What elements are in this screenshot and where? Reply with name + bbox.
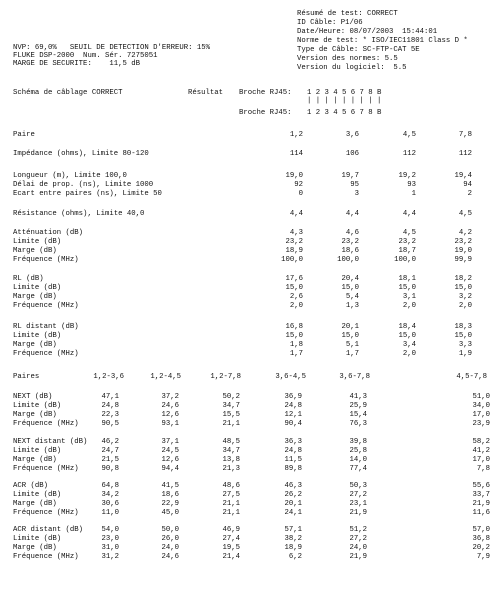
crosstalk-cell: 7,8 — [476, 465, 490, 473]
crosstalk-cell: 12,6 — [161, 456, 179, 464]
crosstalk-cell: 13,8 — [222, 456, 240, 464]
measure-label: Fréquence (MHz) — [13, 302, 79, 310]
measure-cell: 4,4 — [402, 210, 416, 218]
crosstalk-label: Marge (dB) — [13, 544, 57, 552]
measure-cell: 20,1 — [341, 323, 359, 331]
measure-cell: 4,5 — [458, 210, 472, 218]
crosstalk-cell: 77,4 — [349, 465, 367, 473]
measure-cell: 99,9 — [454, 256, 472, 264]
measure-label: Délai de prop. (ns), Limite 1000 — [13, 181, 154, 189]
crosstalk-cell: 27,2 — [349, 535, 367, 543]
measure-cell: 15,0 — [454, 284, 472, 292]
measure-cell: 106 — [345, 150, 359, 158]
crosstalk-cell: 21,1 — [222, 509, 240, 517]
crosstalk-label: NEXT distant (dB) — [13, 438, 88, 446]
measure-label: Limite (dB) — [13, 238, 62, 246]
crosstalk-cell: 21,3 — [222, 465, 240, 473]
pairs-header-cell: 4,5-7,8 — [456, 373, 487, 381]
crosstalk-cell: 41,3 — [349, 393, 367, 401]
measure-cell: 2,0 — [402, 350, 416, 358]
test-datetime: Date/Heure: 08/07/2003 15:44:01 — [297, 28, 438, 36]
cable-id: ID Câble: P1/06 — [297, 19, 363, 27]
measure-cell: 15,0 — [341, 284, 359, 292]
measure-cell: 17,6 — [285, 275, 303, 283]
norms-version: Version des normes: 5.5 — [297, 55, 398, 63]
measure-cell: 5,1 — [345, 341, 359, 349]
crosstalk-cell: 36,3 — [284, 438, 302, 446]
measure-cell: 19,0 — [285, 172, 303, 180]
measure-cell: 2,0 — [402, 302, 416, 310]
measure-cell: 1,8 — [289, 341, 303, 349]
measure-cell: 100,0 — [281, 256, 303, 264]
crosstalk-cell: 22,9 — [161, 500, 179, 508]
crosstalk-cell: 31,0 — [101, 544, 119, 552]
crosstalk-cell: 30,6 — [101, 500, 119, 508]
measure-cell: 4,3 — [289, 229, 303, 237]
crosstalk-cell: 48,6 — [222, 482, 240, 490]
measure-cell: 0 — [298, 190, 303, 198]
crosstalk-cell: 34,7 — [222, 447, 240, 455]
crosstalk-cell: 50,3 — [349, 482, 367, 490]
crosstalk-cell: 47,1 — [101, 393, 119, 401]
crosstalk-label: ACR distant (dB) — [13, 526, 84, 534]
measure-cell: 112 — [458, 150, 472, 158]
measure-cell: 18,7 — [398, 247, 416, 255]
crosstalk-cell: 27,5 — [222, 491, 240, 499]
crosstalk-cell: 24,6 — [161, 402, 179, 410]
measure-cell: 18,9 — [285, 247, 303, 255]
measure-cell: 92 — [294, 181, 303, 189]
crosstalk-cell: 36,8 — [472, 535, 490, 543]
measure-cell: 23,2 — [285, 238, 303, 246]
measure-cell: 19,0 — [454, 247, 472, 255]
measure-label: RL (dB) — [13, 275, 44, 283]
measure-cell: 19,2 — [398, 172, 416, 180]
crosstalk-cell: 24,5 — [161, 447, 179, 455]
measure-label: Limite (dB) — [13, 284, 62, 292]
measure-cell: 100,0 — [337, 256, 359, 264]
crosstalk-cell: 57,1 — [284, 526, 302, 534]
crosstalk-cell: 21,9 — [349, 509, 367, 517]
crosstalk-cell: 33,7 — [472, 491, 490, 499]
crosstalk-cell: 51,2 — [349, 526, 367, 534]
crosstalk-cell: 24,0 — [161, 544, 179, 552]
measure-cell: 3 — [354, 190, 359, 198]
crosstalk-cell: 21,1 — [222, 420, 240, 428]
measure-cell: 18,2 — [454, 275, 472, 283]
measure-label: RL distant (dB) — [13, 323, 79, 331]
wiremap-connection-bars: | | | | | | | | | — [307, 97, 382, 105]
crosstalk-cell: 41,5 — [161, 482, 179, 490]
crosstalk-cell: 21,9 — [472, 500, 490, 508]
crosstalk-cell: 21,4 — [222, 553, 240, 561]
measure-cell: 100,0 — [394, 256, 416, 264]
measure-cell: 15,0 — [285, 284, 303, 292]
crosstalk-cell: 34,2 — [101, 491, 119, 499]
measure-label: Impédance (ohms), Limite 80-120 — [13, 150, 149, 158]
crosstalk-label: Limite (dB) — [13, 402, 62, 410]
measure-cell: 18,3 — [454, 323, 472, 331]
crosstalk-cell: 31,2 — [101, 553, 119, 561]
measure-cell: 23,2 — [398, 238, 416, 246]
measure-cell: 4,4 — [345, 210, 359, 218]
crosstalk-label: Fréquence (MHz) — [13, 465, 79, 473]
pairs-header-cell: 1,2-3,6 — [93, 373, 124, 381]
wiremap-pins-bottom: 1 2 3 4 5 6 7 8 B — [307, 109, 382, 117]
measure-cell: 2,0 — [289, 302, 303, 310]
measure-cell: 1,7 — [289, 350, 303, 358]
crosstalk-cell: 50,0 — [161, 526, 179, 534]
crosstalk-cell: 38,2 — [284, 535, 302, 543]
crosstalk-label: Fréquence (MHz) — [13, 420, 79, 428]
crosstalk-cell: 48,5 — [222, 438, 240, 446]
crosstalk-label: Marge (dB) — [13, 500, 57, 508]
crosstalk-cell: 25,8 — [349, 447, 367, 455]
crosstalk-cell: 11,0 — [101, 509, 119, 517]
crosstalk-cell: 14,0 — [349, 456, 367, 464]
measure-label: Marge (dB) — [13, 247, 57, 255]
crosstalk-cell: 37,2 — [161, 393, 179, 401]
crosstalk-cell: 37,1 — [161, 438, 179, 446]
measure-cell: 1,3 — [345, 302, 359, 310]
crosstalk-cell: 46,9 — [222, 526, 240, 534]
measure-cell: 15,0 — [398, 332, 416, 340]
measure-cell: 1 — [411, 190, 416, 198]
crosstalk-cell: 27,4 — [222, 535, 240, 543]
wiremap-pin-label-top: Broche RJ45: — [239, 89, 292, 97]
measure-cell: 18,6 — [341, 247, 359, 255]
crosstalk-cell: 57,0 — [472, 526, 490, 534]
measure-label: Fréquence (MHz) — [13, 350, 79, 358]
crosstalk-cell: 34,0 — [472, 402, 490, 410]
device-serial-line: FLUKE DSP-2000 Num. Sér. 7275051 — [13, 52, 158, 60]
crosstalk-cell: 23,9 — [472, 420, 490, 428]
wiremap-pin-label-bottom: Broche RJ45: — [239, 109, 292, 117]
measure-cell: 3,4 — [402, 341, 416, 349]
measure-cell: 15,0 — [285, 332, 303, 340]
crosstalk-cell: 7,9 — [476, 553, 490, 561]
pairs-header-cell: 1,2-4,5 — [150, 373, 181, 381]
crosstalk-label: Limite (dB) — [13, 491, 62, 499]
measure-cell: 4,5 — [402, 229, 416, 237]
crosstalk-cell: 24,8 — [101, 402, 119, 410]
crosstalk-cell: 41,2 — [472, 447, 490, 455]
crosstalk-cell: 18,6 — [161, 491, 179, 499]
crosstalk-label: Marge (dB) — [13, 456, 57, 464]
measure-cell: 3,1 — [402, 293, 416, 301]
crosstalk-cell: 15,5 — [222, 411, 240, 419]
crosstalk-cell: 24,8 — [284, 402, 302, 410]
crosstalk-cell: 19,5 — [222, 544, 240, 552]
crosstalk-cell: 46,2 — [101, 438, 119, 446]
crosstalk-cell: 58,2 — [472, 438, 490, 446]
crosstalk-cell: 90,5 — [101, 420, 119, 428]
crosstalk-cell: 45,0 — [161, 509, 179, 517]
crosstalk-cell: 12,1 — [284, 411, 302, 419]
crosstalk-label: Limite (dB) — [13, 447, 62, 455]
test-standard: Norme de test: * ISO/IEC11801 Class D * — [297, 37, 468, 45]
crosstalk-cell: 15,4 — [349, 411, 367, 419]
pair-header-cell: 4,5 — [402, 131, 416, 139]
measure-label: Marge (dB) — [13, 341, 57, 349]
measure-label: Fréquence (MHz) — [13, 256, 79, 264]
crosstalk-cell: 12,6 — [161, 411, 179, 419]
measure-label: Limite (dB) — [13, 332, 62, 340]
measure-cell: 16,8 — [285, 323, 303, 331]
crosstalk-cell: 90,4 — [284, 420, 302, 428]
crosstalk-cell: 55,6 — [472, 482, 490, 490]
measure-cell: 114 — [289, 150, 303, 158]
crosstalk-cell: 18,9 — [284, 544, 302, 552]
measure-cell: 4,4 — [289, 210, 303, 218]
crosstalk-label: Marge (dB) — [13, 411, 57, 419]
crosstalk-label: NEXT (dB) — [13, 393, 53, 401]
measure-cell: 4,6 — [345, 229, 359, 237]
crosstalk-cell: 26,0 — [161, 535, 179, 543]
pairs-header-cell: 3,6-4,5 — [275, 373, 306, 381]
crosstalk-cell: 21,5 — [101, 456, 119, 464]
safety-margin-line: MARGE DE SECURITE: 11,5 dB — [13, 60, 140, 68]
measure-cell: 1,9 — [458, 350, 472, 358]
crosstalk-cell: 11,6 — [472, 509, 490, 517]
measure-cell: 18,1 — [398, 275, 416, 283]
wiremap-pins-top: 1 2 3 4 5 6 7 8 B — [307, 89, 382, 97]
crosstalk-cell: 24,1 — [284, 509, 302, 517]
measure-label: Ecart entre paires (ns), Limite 50 — [13, 190, 162, 198]
crosstalk-cell: 26,2 — [284, 491, 302, 499]
measure-cell: 1,7 — [345, 350, 359, 358]
crosstalk-cell: 46,3 — [284, 482, 302, 490]
measure-cell: 112 — [402, 150, 416, 158]
crosstalk-cell: 51,0 — [472, 393, 490, 401]
crosstalk-cell: 50,2 — [222, 393, 240, 401]
measure-label: Longueur (m), Limite 100,0 — [13, 172, 127, 180]
pair-header-cell: 3,6 — [345, 131, 359, 139]
pairs-header-label: Paires — [13, 373, 40, 381]
crosstalk-cell: 20,1 — [284, 500, 302, 508]
test-summary: Résumé de test: CORRECT — [297, 10, 398, 18]
wiremap-result-label: Résultat — [188, 89, 224, 97]
crosstalk-cell: 93,1 — [161, 420, 179, 428]
measure-cell: 23,2 — [454, 238, 472, 246]
measure-cell: 15,0 — [341, 332, 359, 340]
crosstalk-cell: 39,8 — [349, 438, 367, 446]
crosstalk-cell: 90,8 — [101, 465, 119, 473]
crosstalk-cell: 22,3 — [101, 411, 119, 419]
software-version: Version du logiciel: 5.5 — [297, 64, 407, 72]
pair-header-cell: 7,8 — [458, 131, 472, 139]
measure-cell: 15,0 — [398, 284, 416, 292]
measure-cell: 95 — [350, 181, 359, 189]
measure-cell: 93 — [407, 181, 416, 189]
crosstalk-cell: 94,4 — [161, 465, 179, 473]
measure-label: Atténuation (dB) — [13, 229, 84, 237]
measure-label: Résistance (ohms), Limite 40,0 — [13, 210, 145, 218]
crosstalk-cell: 76,3 — [349, 420, 367, 428]
crosstalk-cell: 17,0 — [472, 411, 490, 419]
measure-cell: 19,7 — [341, 172, 359, 180]
measure-cell: 2,0 — [458, 302, 472, 310]
crosstalk-cell: 21,1 — [222, 500, 240, 508]
crosstalk-cell: 89,8 — [284, 465, 302, 473]
pair-header-cell: 1,2 — [289, 131, 303, 139]
crosstalk-label: Fréquence (MHz) — [13, 553, 79, 561]
crosstalk-cell: 11,5 — [284, 456, 302, 464]
crosstalk-cell: 24,8 — [284, 447, 302, 455]
crosstalk-cell: 64,8 — [101, 482, 119, 490]
crosstalk-cell: 54,0 — [101, 526, 119, 534]
measure-label: Marge (dB) — [13, 293, 57, 301]
measure-cell: 4,2 — [458, 229, 472, 237]
crosstalk-cell: 24,0 — [349, 544, 367, 552]
measure-cell: 5,4 — [345, 293, 359, 301]
crosstalk-cell: 24,7 — [101, 447, 119, 455]
crosstalk-cell: 6,2 — [288, 553, 302, 561]
crosstalk-cell: 17,0 — [472, 456, 490, 464]
measure-cell: 19,4 — [454, 172, 472, 180]
crosstalk-cell: 21,9 — [349, 553, 367, 561]
crosstalk-cell: 34,7 — [222, 402, 240, 410]
crosstalk-label: Limite (dB) — [13, 535, 62, 543]
measure-cell: 3,2 — [458, 293, 472, 301]
crosstalk-cell: 23,0 — [101, 535, 119, 543]
crosstalk-cell: 27,2 — [349, 491, 367, 499]
measure-cell: 3,3 — [458, 341, 472, 349]
nvp-threshold-line: NVP: 69,0% SEUIL DE DETECTION D'ERREUR: 15% — [13, 44, 211, 52]
crosstalk-cell: 23,1 — [349, 500, 367, 508]
measure-cell: 94 — [463, 181, 472, 189]
crosstalk-cell: 25,9 — [349, 402, 367, 410]
measure-cell: 15,0 — [454, 332, 472, 340]
crosstalk-label: ACR (dB) — [13, 482, 49, 490]
pairs-header-cell: 1,2-7,8 — [210, 373, 241, 381]
measure-cell: 18,4 — [398, 323, 416, 331]
measure-cell: 23,2 — [341, 238, 359, 246]
pair-header-label: Paire — [13, 131, 35, 139]
crosstalk-label: Fréquence (MHz) — [13, 509, 79, 517]
measure-cell: 2,6 — [289, 293, 303, 301]
crosstalk-cell: 20,2 — [472, 544, 490, 552]
pairs-header-cell: 3,6-7,8 — [339, 373, 370, 381]
crosstalk-cell: 36,9 — [284, 393, 302, 401]
measure-cell: 2 — [467, 190, 472, 198]
wiremap-title: Schéma de câblage CORRECT — [13, 89, 123, 97]
cable-type: Type de Câble: SC-FTP-CAT 5E — [297, 46, 420, 54]
crosstalk-cell: 24,6 — [161, 553, 179, 561]
measure-cell: 20,4 — [341, 275, 359, 283]
